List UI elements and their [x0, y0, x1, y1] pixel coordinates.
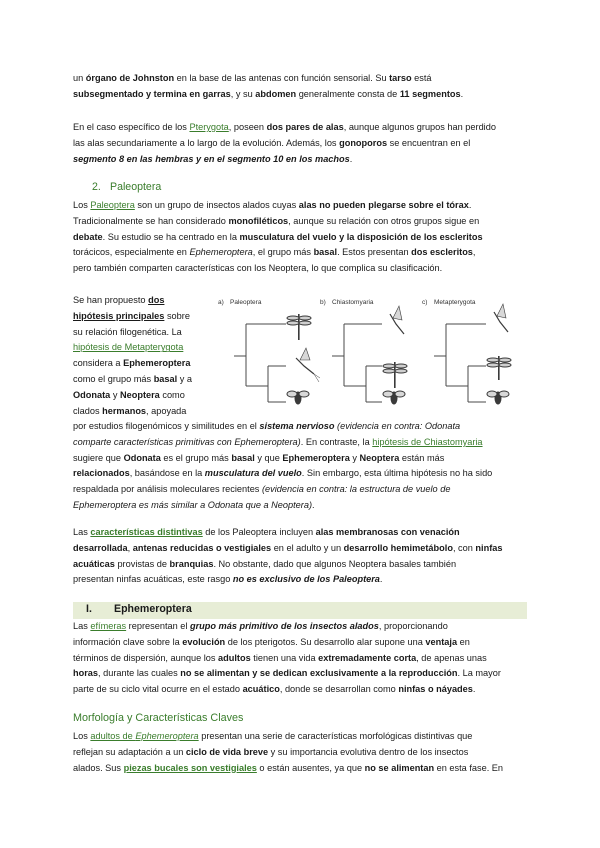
dragonfly-icon [383, 362, 407, 388]
figure-b-title: Chiastomyaria [332, 299, 374, 306]
link-efimeras[interactable]: efímeras [90, 621, 127, 631]
paragraph-anatomy-continued: un órgano de Johnston en la base de las antenas con función sensorial. Su tarso está subsegmentado y termina en garras, y su abdomen generalmente consta de 11 segmentos. [73, 73, 464, 99]
link-piezas-bucales[interactable]: piezas bucales son vestigiales [123, 762, 257, 773]
dragonfly-icon [487, 356, 511, 380]
dragonfly-icon [287, 314, 311, 340]
phylogeny-figure [216, 294, 528, 414]
insect-icons [287, 304, 511, 404]
tree-a [234, 324, 286, 402]
figure-a-label: a) [218, 299, 224, 306]
mayfly-icon [390, 306, 404, 334]
paragraph-morfologia: Los adultos de Ephemeroptera presentan una serie de características morfológicas distintivas que reflejan su adaptación a un ciclo de vida breve y su importancia evolutiva dentro de los insectos alados. Sus piezas bucales son vestigiales o están ausentes, ya que no se alimentan en esta fase. En [73, 731, 504, 773]
paragraph-pterygota: En el caso específico de los Pterygota, poseen dos pares de alas, aunque algunos grupos han perdido las alas secundariamente a lo largo de la evolución. Además, los gonoporos se encuentran en el segmento 8 en las hembras y en el segmento 10 en los machos. [73, 122, 496, 164]
link-adultos-ephemeroptera[interactable]: adultos de Ephemeroptera [90, 731, 199, 741]
paragraph-distinctive-traits: Las características distintivas de los Paleoptera incluyen alas membranosas con venación desarrollada, antenas reducidas o vestigiales en el adulto y un desarrollo hemimetábolo, con ninfas acuáticas provistas de branquias. No obstante, dado que algunos Neoptera basales también presentan ninfas acuáticas, este rasgo no es exclusivo de los Paleoptera. [73, 527, 503, 585]
paragraph-paleoptera-intro: Los Paleoptera son un grupo de insectos alados cuyas alas no pueden plegarse sobre el tórax. Tradicionalmente se han considerado monofiléticos, aunque su relación con otros grupos sigue en debate. Su estudio se ha centrado en la musculatura del vuelo y la disposición de los escleritos torácicos, especialmente en Ephemeroptera, el grupo más basal. Estos presentan dos escleritos, pero también comparten características con los Neoptera, lo que complica su clasificación. [73, 200, 483, 274]
figure-b-label: b) [320, 299, 326, 306]
figure-c-title: Metapterygota [434, 299, 476, 306]
fly-icon [287, 391, 309, 404]
fly-icon [383, 391, 405, 404]
link-paleoptera[interactable]: Paleoptera [90, 200, 135, 210]
fly-icon [487, 391, 509, 404]
link-caracteristicas[interactable]: características distintivas [90, 527, 203, 537]
paragraph-hypotheses-narrow: Se han propuesto dos hipótesis principales sobre su relación filogenética. La hipótesis de Metapterygota considera a Ephemeroptera como el grupo más basal y a Odonata y Neoptera como clados hermanos, apoyada [73, 295, 192, 416]
section-heading-paleoptera: 2. Paleoptera [92, 181, 162, 193]
tree-b [332, 324, 382, 402]
section-heading-morfologia: Morfología y Características Claves [73, 712, 244, 724]
tree-c [434, 324, 486, 402]
paragraph-ephemeroptera-intro: Las efímeras representan el grupo más primitivo de los insectos alados, proporcionando información clave sobre la evolución de los pterigotos. Su desarrollo alar supone una ventaja en términos de dispersión, aunque los adultos tienen una vida extremadamente corta, de apenas unas horas, durante las cuales no se alimentan y se dedican exclusivamente a la reproducción. La mayor parte de su ciclo vital ocurre en el estado acuático, donde se desarrollan como ninfas o náyades. [73, 621, 501, 695]
figure-c-label: c) [422, 299, 428, 306]
mayfly-icon [296, 348, 320, 382]
paragraph-hypotheses-wide: por estudios filogenómicos y similitudes en el sistema nervioso (evidencia en contra: Odonata comparte características primitivas con Ephemeroptera). En contraste, la hipótesis de Chiastomyaria sugiere que Odonata es el grupo más basal y que Ephemeroptera y Neoptera están más relacionados, basándose en la musculatura del vuelo. Sin embargo, esta última hipótesis no ha sido respaldada por análisis moleculares recientes (evidencia en contra: la estructura de vuelo de Ephemeroptera es más similar a Odonata que a Neoptera). [73, 421, 493, 510]
section-heading-ephemeroptera: I. Ephemeroptera [86, 603, 192, 615]
link-metapterygota[interactable]: hipótesis de Metapterygota [73, 342, 184, 353]
link-chiastomyaria[interactable]: hipótesis de Chiastomyaria [372, 436, 483, 447]
mayfly-icon [494, 304, 508, 332]
figure-a-title: Paleoptera [230, 299, 262, 306]
link-pterygota[interactable]: Pterygota [189, 122, 229, 132]
